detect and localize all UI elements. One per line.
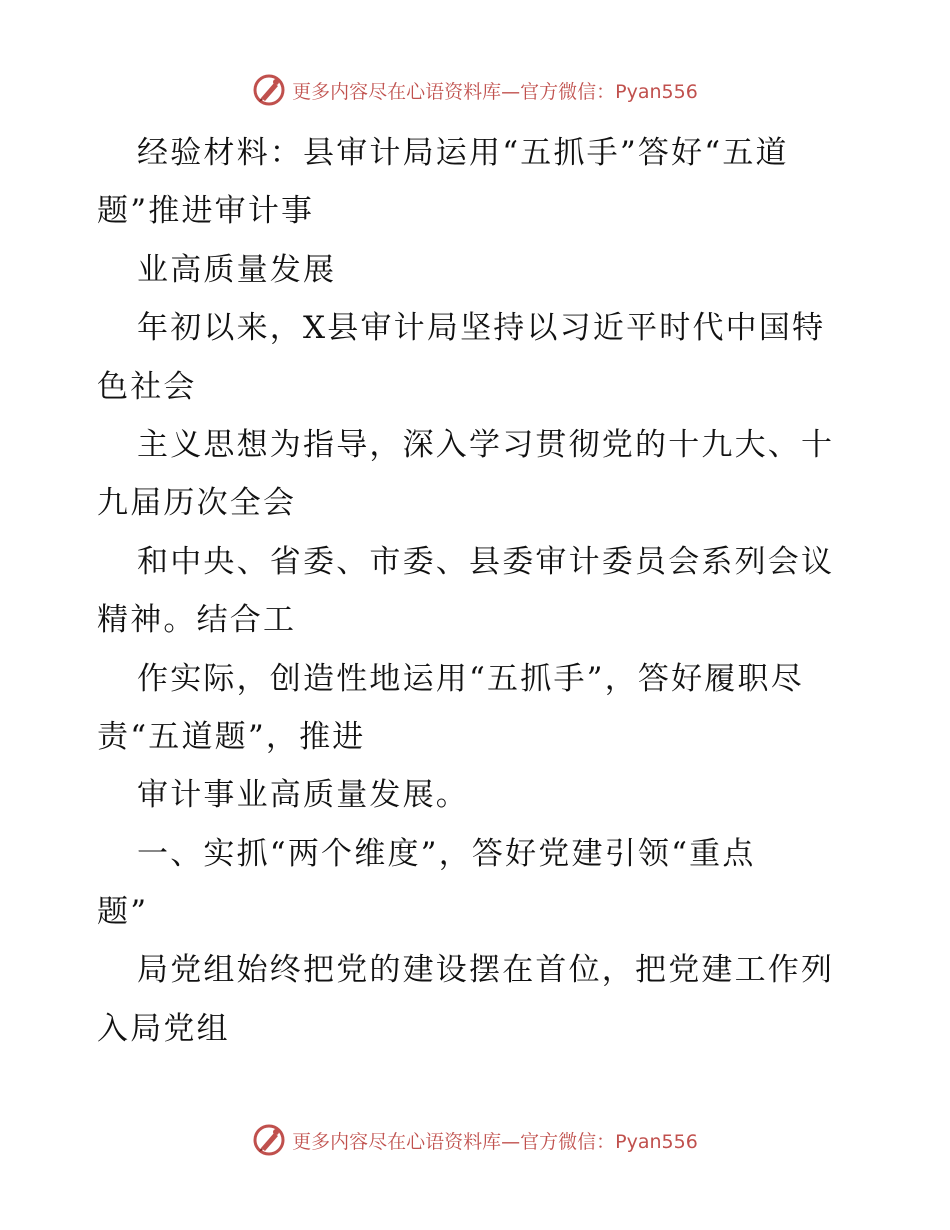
document-line: 局党组始终把党的建设摆在首位，把党建工作列 — [137, 952, 835, 989]
document-line: 一、实抓“两个维度”，答好党建引领“重点 — [137, 835, 756, 872]
document-line: 题” — [97, 894, 149, 931]
pen-logo-icon — [252, 1123, 286, 1157]
document-line: 精神。结合工 — [97, 602, 297, 639]
document-line: 九届历次全会 — [97, 485, 297, 522]
document-line: 审计事业高质量发展。 — [137, 777, 469, 814]
document-line: 作实际，创造性地运用“五抓手”，答好履职尽 — [137, 660, 804, 697]
document-line: 责“五道题”，推进 — [97, 718, 366, 755]
pen-logo-icon — [252, 73, 286, 107]
header-watermark-banner — [0, 72, 950, 108]
document-line: 入局党组 — [97, 1010, 230, 1047]
document-line: 业高质量发展 — [137, 251, 337, 288]
footer-watermark-banner — [0, 1122, 950, 1158]
document-body — [97, 124, 857, 1058]
footer-watermark-text: 更多内容尽在心语资料库—官方微信：Pyan556 — [292, 1130, 698, 1153]
header-watermark-text: 更多内容尽在心语资料库—官方微信：Pyan556 — [292, 80, 698, 103]
document-line: 主义思想为指导，深入学习贯彻党的十九大、十 — [137, 426, 835, 463]
document-line: 年初以来，X县审计局坚持以习近平时代中国特 — [137, 310, 826, 347]
document-line: 题”推进审计事 — [97, 193, 315, 230]
document-line: 经验材料：县审计局运用“五抓手”答好“五道 — [137, 135, 789, 171]
document-line: 色社会 — [97, 368, 197, 405]
document-line: 和中央、省委、市委、县委审计委员会系列会议 — [137, 543, 835, 580]
